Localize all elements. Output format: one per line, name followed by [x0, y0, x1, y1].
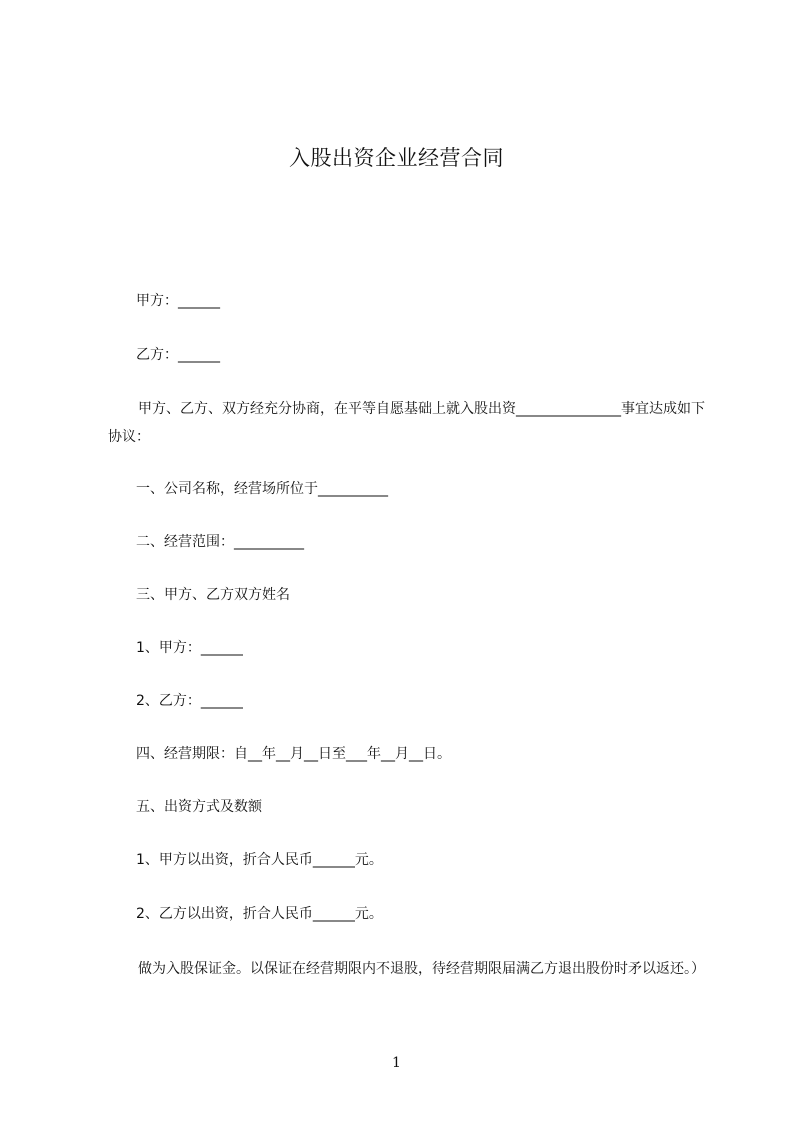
clause-party-a-contribution: 1、甲方以出资，折合人民币______元。 [136, 852, 383, 868]
deposit-note-paragraph: 做为入股保证金。以保证在经营期限内不退股，待经营期限届满乙方退出股份时矛以返还。） [138, 961, 705, 977]
clause-party-b-contribution: 2、乙方以出资，折合人民币______元。 [136, 906, 383, 922]
clause-party-a-name: 1、甲方：______ [136, 640, 243, 656]
page-number: 1 [392, 1055, 401, 1071]
clause-party-b-name: 2、乙方：______ [136, 693, 243, 709]
clause-company-name: 一、公司名称，经营场所位于__________ [136, 481, 388, 497]
clause-business-scope: 二、经营范围：__________ [136, 534, 304, 550]
clause-party-names: 三、甲方、乙方双方姓名 [136, 587, 290, 603]
intro-paragraph: 甲方、乙方、双方经充分协商，在平等自愿基础上就入股出资_______________事宜达成如下协议： [108, 401, 705, 445]
party-b-line: 乙方：______ [136, 347, 220, 363]
clause-contribution-method: 五、出资方式及数额 [136, 799, 262, 815]
clause-operating-term: 四、经营期限：自__年__月__日至___年__月__日。 [136, 746, 451, 762]
document-title: 入股出资企业经营合同 [289, 146, 504, 170]
party-a-line: 甲方：______ [136, 293, 220, 309]
